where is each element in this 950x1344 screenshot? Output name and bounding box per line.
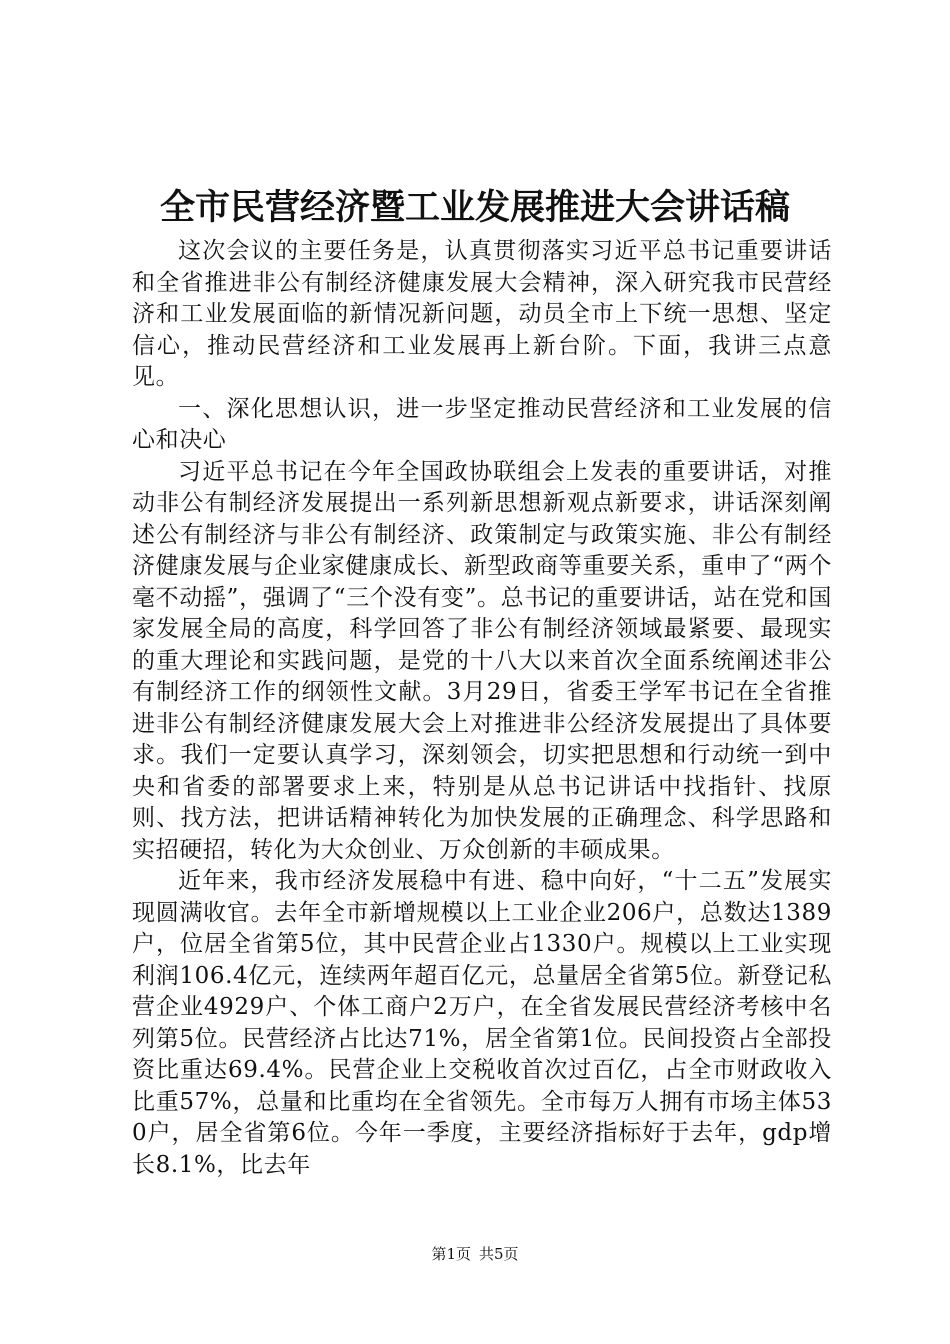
page-number: 第1页 [431,1245,471,1263]
page-footer [0,1244,950,1264]
page-total: 共5页 [479,1245,519,1263]
paragraph-intro: 这次会议的主要任务是，认真贯彻落实习近平总书记重要讲话和全省推进非公有制经济健康发展大会精神，深入研究我市民营经济和工业发展面临的新情况新问题，动员全市上下统一思想、坚定信心，推动民营经济和工业发展再上新台阶。下面，我讲三点意见。 [132,238,832,390]
paragraph-economic-stats: 近年来，我市经济发展稳中有进、稳中向好，“十二五”发展实现圆满收官。去年全市新增规模以上工业企业206户，总数达1389户，位居全省第5位，其中民营企业占1330户。规模以上工业实现利润106.4亿元，连续两年超百亿元，总量居全省第5位。新登记私营企业4929户、个体工商户2万户，在全省发展民营经济考核中名列第5位。民营经济占比达71%，居全省第1位。民间投资占全部投资比重达69.4%。民营企业上交税收首次过百亿，占全市财政收入比重57%，总量和比重均在全省领先。全市每万人拥有市场主体530户，居全省第6位。今年一季度，主要经济指标好于去年，gdp增长8.1%，比去年 [132,868,832,1178]
section-heading-1: 一、深化思想认识，进一步坚定推动民营经济和工业发展的信心和决心 [132,395,832,453]
document-title: 全市民营经济暨工业发展推进大会讲话稿 [159,187,790,228]
paragraph-speech-summary: 习近平总书记在今年全国政协联组会上发表的重要讲话，对推动非公有制经济发展提出一系列新思想新观点新要求，讲话深刻阐述公有制经济与非公有制经济、政策制定与政策实施、非公有制经济健康发展与企业家健康成长、新型政商等重要关系，重申了“两个毫不动摇”，强调了“三个没有变”。总书记的重要讲话，站在党和国家发展全局的高度，科学回答了非公有制经济领域最紧要、最现实的重大理论和实践问题，是党的十八大以来首次全面系统阐述非公有制经济工作的纲领性文献。3月29日，省委王学军书记在全省推进非公有制经济健康发展大会上对推进非公经济发展提出了具体要求。我们一定要认真学习，深刻领会，切实把思想和行动统一到中央和省委的部署要求上来，特别是从总书记讲话中找指针、找原则、找方法，把讲话精神转化为加快发展的正确理念、科学思路和实招硬招，转化为大众创业、万众创新的丰硕成果。 [132,458,832,863]
document-body [132,236,832,1181]
